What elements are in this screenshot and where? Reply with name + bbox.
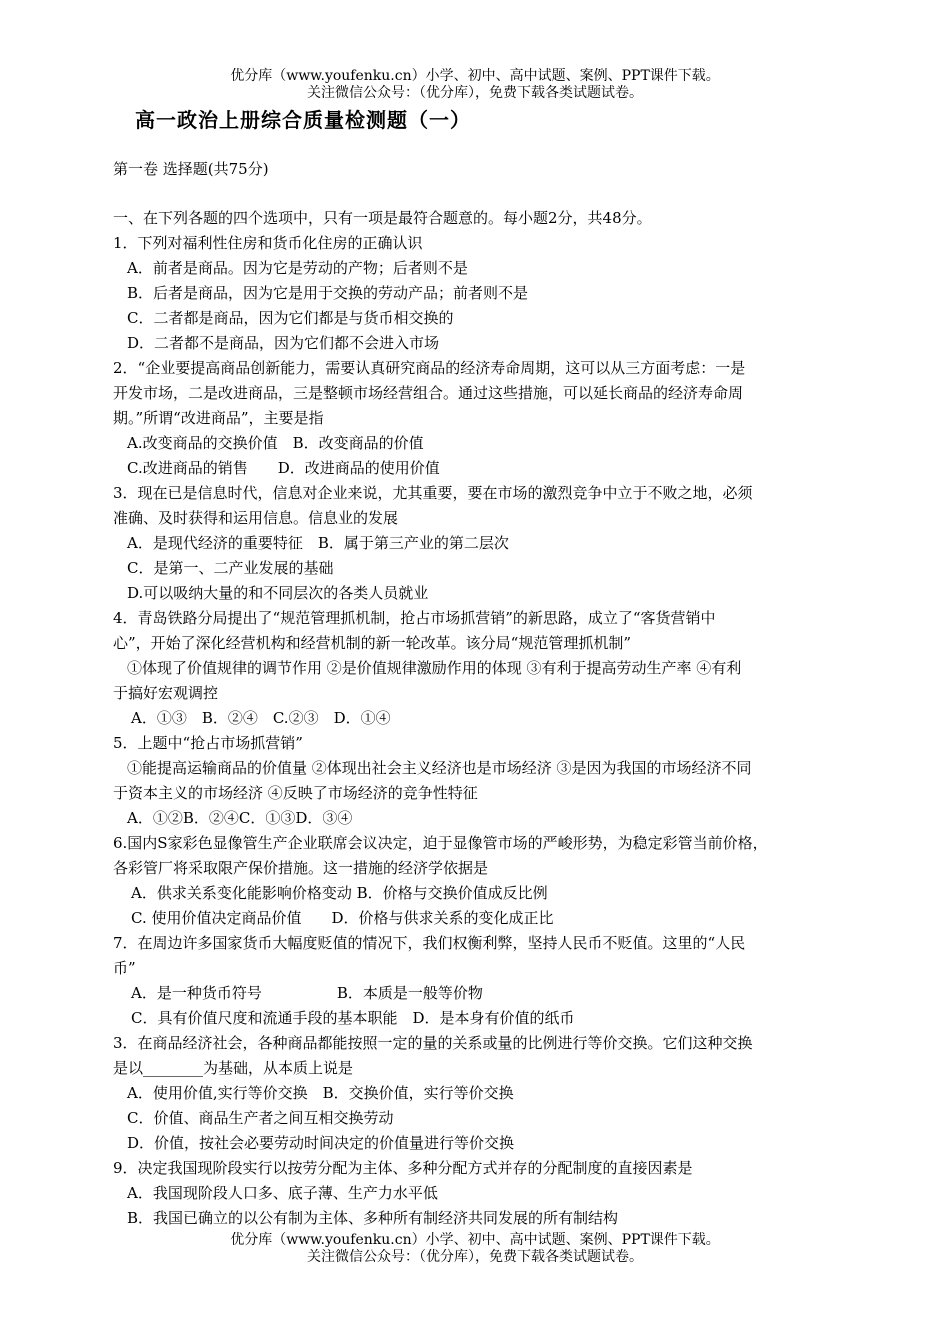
question-line: 7．在周边许多国家货币大幅度贬值的情况下，我们权衡利弊，坚持人民币不贬值。这里的“人民 (113, 934, 746, 952)
question-line: 1．下列对福利性住房和货币化住房的正确认识 (113, 234, 423, 252)
footer-line-2: 关注微信公众号：（优分库），免费下载各类试题试卷。 (307, 1249, 643, 1265)
question-line: 5．上题中“抢占市场抓营销” (113, 734, 303, 752)
question-line: 开发市场，二是改进商品，三是整顿市场经营组合。通过这些措施，可以延长商品的经济寿命周 (113, 384, 744, 402)
question-line: 6.国内S家彩色显像管生产企业联席会议决定，迫于显像管市场的严峻形势，为稳定彩管当前价格， (113, 834, 768, 852)
option-line: C．价值、商品生产者之间互相交换劳动 (127, 1109, 394, 1127)
page-title: 高一政治上册综合质量检测题（一） (135, 108, 471, 132)
option-line: A．前者是商品。因为它是劳动的产物；后者则不是 (127, 259, 468, 277)
section-heading: 第一卷 选择题(共75分) (113, 160, 269, 178)
footer-line-1: 优分库（www.youfenku.cn）小学、初中、高中试题、案例、PPT课件下载。 (230, 1232, 720, 1248)
question-line: 币” (113, 959, 136, 977)
instruction-line: 一、在下列各题的四个选项中，只有一项是最符合题意的。每小题2分，共48分。 (113, 209, 652, 227)
question-line: 3．在商品经济社会，各种商品都能按照一定的量的关系或量的比例进行等价交换。它们这种交换 (113, 1034, 753, 1052)
page-header (0, 68, 950, 102)
question-line: 期。”所谓“改进商品”，主要是指 (113, 409, 324, 427)
option-line: A．①③ B．②④ C.②③ D．①④ (131, 709, 391, 727)
header-line-1: 优分库（www.youfenku.cn）小学、初中、高中试题、案例、PPT课件下载。 (230, 68, 720, 84)
option-line: C.改进商品的销售 D．改进商品的使用价值 (127, 459, 440, 477)
statement-line: ①体现了价值规律的调节作用 ②是价值规律激励作用的体现 ③有利于提高劳动生产率 ④有利 (127, 659, 742, 677)
option-line: A．使用价值,实行等价交换 B．交换价值，实行等价交换 (127, 1084, 514, 1102)
header-line-2: 关注微信公众号：（优分库），免费下载各类试题试卷。 (307, 85, 643, 101)
question-line: 是以________为基础，从本质上说是 (113, 1059, 354, 1077)
page-footer (0, 1232, 950, 1266)
option-line: C. 使用价值决定商品价值 D．价格与供求关系的变化成正比 (131, 909, 554, 927)
option-line: D．二者都不是商品，因为它们都不会进入市场 (127, 334, 440, 352)
question-line: 4．青岛铁路分局提出了“规范管理抓机制，抢占市场抓营销”的新思路，成立了“客货营销中 (113, 609, 716, 627)
option-line: B．我国已确立的以公有制为主体、多种所有制经济共同发展的所有制结构 (127, 1209, 619, 1227)
question-line: 3．现在已是信息时代，信息对企业来说，尤其重要，要在市场的激烈竞争中立于不败之地，必须 (113, 484, 753, 502)
option-line: B．后者是商品，因为它是用于交换的劳动产品；前者则不是 (127, 284, 529, 302)
option-line: C．是第一、二产业发展的基础 (127, 559, 334, 577)
option-line: A．我国现阶段人口多、底子薄、生产力水平低 (127, 1184, 438, 1202)
option-line: C．二者都是商品，因为它们都是与货币相交换的 (127, 309, 454, 327)
question-line: 2．“企业要提高商品创新能力，需要认真研究商品的经济寿命周期，这可以从三方面考虑：一是 (113, 359, 746, 377)
question-line: 准确、及时获得和运用信息。信息业的发展 (113, 509, 399, 527)
option-line: D.可以吸纳大量的和不同层次的各类人员就业 (127, 584, 429, 602)
question-line: 心”，开始了深化经营机构和经营机制的新一轮改革。该分局“规范管理抓机制” (113, 634, 632, 652)
option-line: A．供求关系变化能影响价格变动 B．价格与交换价值成反比例 (131, 884, 548, 902)
option-line: A．①②B．②④C．①③D．③④ (127, 809, 353, 827)
statement-line: ①能提高运输商品的价值量 ②体现出社会主义经济也是市场经济 ③是因为我国的市场经济不同 (127, 759, 752, 777)
option-line: D．价值，按社会必要劳动时间决定的价值量进行等价交换 (127, 1134, 515, 1152)
option-line: C．具有价值尺度和流通手段的基本职能 D．是本身有价值的纸币 (131, 1009, 575, 1027)
option-line: A.改变商品的交换价值 B．改变商品的价值 (127, 434, 424, 452)
statement-line: 于搞好宏观调控 (113, 684, 219, 702)
statement-line: 于资本主义的市场经济 ④反映了市场经济的竞争性特征 (113, 784, 478, 802)
question-line: 各彩管厂将采取限产保价措施。这一措施的经济学依据是 (113, 859, 489, 877)
option-line: A．是一种货币符号 B．本质是一般等价物 (131, 984, 483, 1002)
question-line: 9．决定我国现阶段实行以按劳分配为主体、多种分配方式并存的分配制度的直接因素是 (113, 1159, 693, 1177)
option-line: A．是现代经济的重要特征 B．属于第三产业的第二层次 (127, 534, 509, 552)
